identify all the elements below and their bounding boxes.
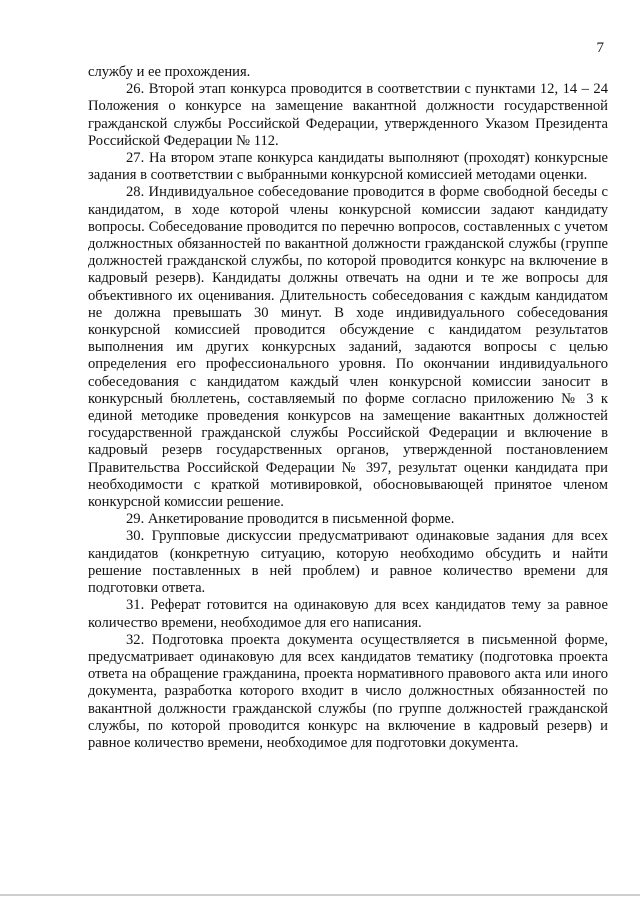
document-body <box>88 64 608 752</box>
paragraph-28: 28. Индивидуальное собеседование проводится в форме свободной беседы с кандидатом, в ходе которой члены конкурсной комиссии задают кандидату вопросы. Собеседование проводится по перечню вопросов, составленных с учетом должностных обязанностей по вакантной должности гражданской службы (группе должностей гражданской службы, по которой проводится конкурс на включение в кадровый резерв). Кандидаты должны отвечать на одни и те же вопросы для объективного их оценивания. Длительность собеседования с каждым кандидатом не должна превышать 30 минут. В ходе индивидуального собеседования конкурсной комиссией проводится обсуждение с кандидатом результатов выполнения им других конкурсных заданий, задаются вопросы с целью определения его профессионального уровня. По окончании индивидуального собеседования с кандидатом каждый член конкурсной комиссии заносит в конкурсный бюллетень, составляемый по форме согласно приложению № 3 к единой методике проведения конкурсов на замещение вакантных должностей государственной гражданской службы Российской Федерации и включение в кадровый резерв государственных органов, утвержденной постановлением Правительства Российской Федерации № 397, результат оценки кандидата при необходимости с краткой мотивировкой, обосновывающей принятое членом конкурсной комиссии решение. <box>88 184 608 511</box>
paragraph-29: 29. Анкетирование проводится в письменной форме. <box>126 511 455 528</box>
paragraph-32: 32. Подготовка проекта документа осуществляется в письменной форме, предусматривает одинаковую для всех кандидатов тематику (подготовка проекта ответа на обращение гражданина, проекта нормативного правового акта или иного документа, разработка которого входит в число должностных обязанностей по вакантной должности гражданской службы (по группе должностей гражданской службы, по которой проводится конкурс на включение в кадровый резерв) и равное количество времени, необходимое для подготовки документа. <box>88 631 608 751</box>
paragraph-27: 27. На втором этапе конкурса кандидаты выполняют (проходят) конкурсные задания в соответствии с выбранными конкурсной комиссией методами оценки. <box>88 150 608 184</box>
paragraph-31: 31. Реферат готовится на одинаковую для всех кандидатов тему за равное количество времени, необходимое для его написания. <box>88 597 608 631</box>
page-number: 7 <box>596 40 604 56</box>
paragraph-30: 30. Групповые дискуссии предусматривают одинаковые задания для всех кандидатов (конкретную ситуацию, которую необходимо обсудить и найти решение поставленных в ней проблем) и равное количество времени для подготовки ответа. <box>88 528 608 597</box>
paragraph-26: 26. Второй этап конкурса проводится в соответствии с пунктами 12, 14 – 24 Положения о конкурсе на замещение вакантной должности государственной гражданской службы Российской Федерации, утвержденного Указом Президента Российской Федерации № 112. <box>88 81 608 149</box>
paragraph-continuation: службу и ее прохождения. <box>88 64 251 80</box>
bottom-edge-shadow <box>0 894 640 896</box>
